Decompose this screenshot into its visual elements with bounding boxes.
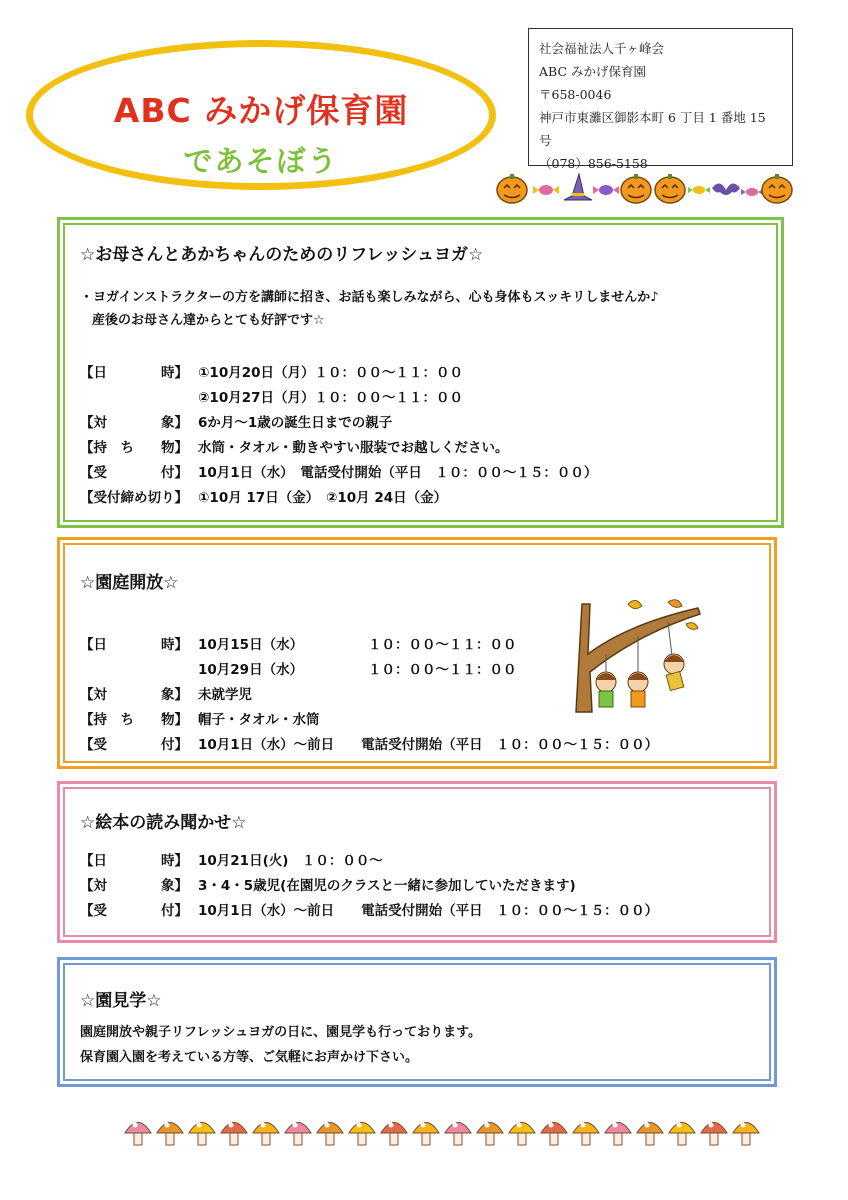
pumpkin-icon xyxy=(762,174,792,203)
garden-title: ☆園庭開放☆ xyxy=(80,573,179,593)
yoga-intro-line-1: ・ヨガインストラクターの方を講師に招き、お話も楽しみながら、心も身体もスッキリしませんか♪ xyxy=(80,290,659,305)
garden-items: 帽子・タオル・水筒 xyxy=(198,711,320,728)
label-deadline: 【受付締め切り】 xyxy=(80,489,188,506)
candy-icon xyxy=(593,185,619,195)
child-icon xyxy=(664,654,684,691)
yoga-reception-row xyxy=(80,458,597,483)
postal-code: 〒658-0046 xyxy=(539,87,612,102)
book-target-row xyxy=(80,871,658,896)
label-reception: 【受 付】 xyxy=(80,902,188,919)
page-subtitle: であそぼう xyxy=(183,144,339,178)
label-date: 【日 時】 xyxy=(80,636,188,653)
halloween-decoration xyxy=(494,168,794,208)
mushroom-icon xyxy=(541,1123,567,1146)
yoga-target-row xyxy=(80,408,597,433)
mushroom-icon xyxy=(605,1123,631,1146)
pumpkin-icon xyxy=(655,174,685,203)
page-title: ABC みかげ保育園 xyxy=(113,91,409,130)
tour-title: ☆園見学☆ xyxy=(80,991,162,1011)
label-items: 【持 ち 物】 xyxy=(80,711,188,728)
yoga-items-row xyxy=(80,433,597,458)
child-icon xyxy=(628,672,648,707)
mushroom-decoration xyxy=(124,1114,764,1150)
label-items: 【持 ち 物】 xyxy=(80,439,188,456)
mushroom-icon xyxy=(509,1123,535,1146)
yoga-target: 6か月～1歳の誕生日までの親子 xyxy=(198,414,393,431)
address-box xyxy=(528,28,793,171)
tree-swing-illustration xyxy=(568,594,718,714)
yoga-details xyxy=(80,358,597,508)
tour-line-2: 保育園入園を考えている方等、ご気軽にお声かけ下さい。 xyxy=(80,1050,419,1065)
pumpkin-icon xyxy=(621,174,651,203)
child-icon xyxy=(596,672,616,707)
nursery-name: ABC みかげ保育園 xyxy=(539,64,646,79)
mushroom-icon xyxy=(413,1123,439,1146)
yoga-deadline-row xyxy=(80,483,597,508)
mushroom-icon xyxy=(381,1123,407,1146)
mushroom-icon xyxy=(349,1123,375,1146)
mushroom-icon xyxy=(573,1123,599,1146)
yoga-deadline: ①10月 17日（金） ②10月 24日（金） xyxy=(198,489,448,506)
mushroom-icon xyxy=(125,1123,151,1146)
mushroom-icon xyxy=(221,1123,247,1146)
book-title: ☆絵本の読み聞かせ☆ xyxy=(80,813,247,833)
mushroom-icon xyxy=(157,1123,183,1146)
garden-date-2-day: 10月29日（水） xyxy=(198,661,304,678)
mushroom-icon xyxy=(701,1123,727,1146)
mushroom-icon xyxy=(733,1123,759,1146)
yoga-section xyxy=(57,217,784,528)
mushroom-icon xyxy=(445,1123,471,1146)
pumpkin-icon xyxy=(497,174,527,203)
phone-number: （078）856-5158 xyxy=(539,156,648,171)
label-date: 【日 時】 xyxy=(80,852,188,869)
book-target: 3・4・5歳児(在園児のクラスと一緒に参加していただきます) xyxy=(198,877,576,894)
book-reception-row xyxy=(80,896,658,921)
garden-reception: 10月1日（水）～前日 電話受付開始（平日 １０：００～１５：００） xyxy=(198,736,659,753)
book-date: 10月21日(火) １０：００～ xyxy=(198,852,383,869)
tour-line-1: 園庭開放や親子リフレッシュヨガの日に、園見学も行っております。 xyxy=(80,1025,482,1040)
mushroom-icon xyxy=(285,1123,311,1146)
garden-section xyxy=(57,537,777,769)
label-reception: 【受 付】 xyxy=(80,736,188,753)
label-reception: 【受 付】 xyxy=(80,464,188,481)
garden-target: 未就学児 xyxy=(198,686,252,703)
street-address: 神戸市東灘区御影本町 6 丁目 1 番地 15 号 xyxy=(539,110,766,148)
garden-date-2-time: １０：００～１１：００ xyxy=(368,661,517,678)
mushroom-icon xyxy=(253,1123,279,1146)
garden-reception-row xyxy=(80,730,658,755)
book-date-row xyxy=(80,846,658,871)
org-name: 社会福祉法人千ヶ峰会 xyxy=(539,41,665,56)
yoga-reception: 10月1日（水） 電話受付開始（平日 １０：００～１５：００） xyxy=(198,464,598,481)
mushroom-icon xyxy=(477,1123,503,1146)
candy-icon xyxy=(533,185,559,195)
yoga-intro xyxy=(80,286,659,332)
tour-text xyxy=(80,1020,481,1070)
garden-date-1-day: 10月15日（水） xyxy=(198,636,304,653)
mushroom-icon xyxy=(669,1123,695,1146)
mushroom-icon xyxy=(637,1123,663,1146)
yoga-date-row-2 xyxy=(80,383,597,408)
mushroom-icon xyxy=(317,1123,343,1146)
bat-icon xyxy=(712,183,740,195)
label-date: 【日 時】 xyxy=(80,364,188,381)
witch-hat-icon xyxy=(564,174,592,200)
book-reception: 10月1日（水）～前日 電話受付開始（平日 １０：００～１５：００） xyxy=(198,902,659,919)
yoga-intro-line-2: 産後のお母さん達からとても好評です☆ xyxy=(92,313,325,328)
title-oval xyxy=(26,40,496,190)
yoga-date-row xyxy=(80,358,597,383)
candy-icon xyxy=(741,188,763,196)
book-details xyxy=(80,846,658,921)
book-section xyxy=(57,781,777,943)
yoga-title: ☆お母さんとあかちゃんのためのリフレッシュヨガ☆ xyxy=(80,245,484,265)
candy-icon xyxy=(688,186,710,194)
mushroom-icon xyxy=(189,1123,215,1146)
yoga-items: 水筒・タオル・動きやすい服装でお越しください。 xyxy=(198,439,509,456)
label-target: 【対 象】 xyxy=(80,877,188,894)
garden-date-1-time: １０：００～１１：００ xyxy=(368,636,517,653)
tour-section xyxy=(57,957,777,1087)
yoga-date-2: ②10月27日（月）１０：００～１１：００ xyxy=(198,389,464,406)
label-target: 【対 象】 xyxy=(80,414,188,431)
yoga-date-1: ①10月20日（月）１０：００～１１：００ xyxy=(198,364,464,381)
label-target: 【対 象】 xyxy=(80,686,188,703)
